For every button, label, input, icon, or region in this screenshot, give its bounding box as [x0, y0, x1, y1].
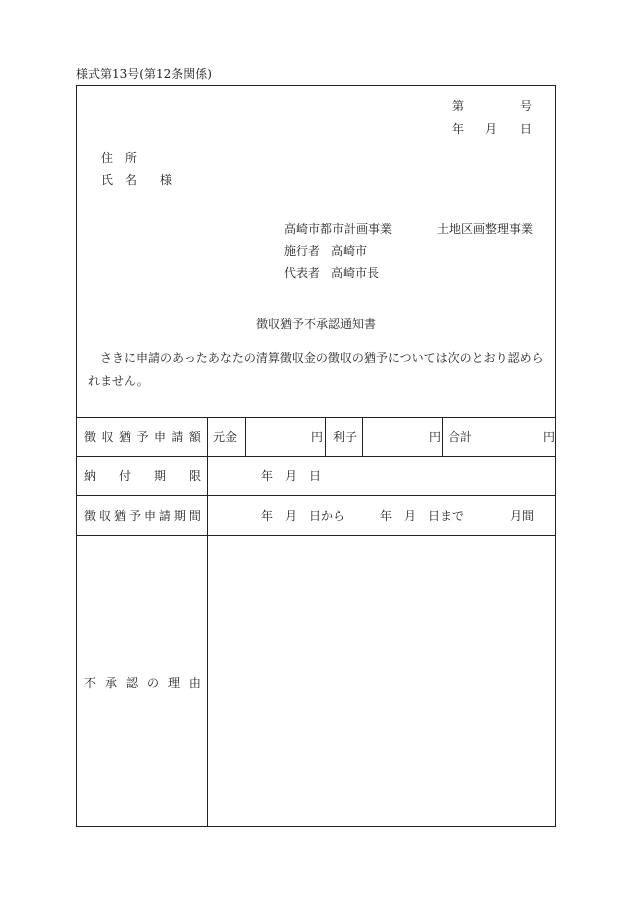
date-hi: 日: [520, 122, 533, 136]
address-label: 住 所: [101, 151, 138, 165]
name-label: 氏 名: [101, 173, 138, 187]
date-tsuki: 月: [485, 122, 498, 136]
deadline-row-label: 納 付 期 限: [84, 469, 201, 483]
row-divider: [76, 456, 556, 457]
row-divider: [76, 417, 556, 418]
label-column-divider: [207, 417, 208, 827]
period-from: 年 月 日から: [261, 509, 346, 523]
body-line-1: さきに申請のあったあなたの清算徴収金の徴収の猶予については次のとおり認めら: [100, 351, 544, 365]
principal-yen: 円: [311, 430, 324, 444]
issuer-representative-label: 代表者: [284, 266, 321, 280]
issuer-operator: 高崎市: [331, 244, 368, 258]
principal-label: 元金: [213, 430, 238, 444]
reason-content-area[interactable]: [209, 537, 554, 825]
row-divider: [76, 535, 556, 536]
issuer-operator-label: 施行者: [284, 244, 321, 258]
amount-cell-divider: [362, 417, 363, 456]
period-row-label: 徴 収 猶 予 申 請 期 間: [84, 509, 201, 523]
period-months: 月間: [510, 509, 535, 523]
amount-cell-divider: [245, 417, 246, 456]
total-yen: 円: [543, 430, 556, 444]
document-title: 徴収猶予不承認通知書: [256, 317, 377, 331]
deadline-date: 年 月 日: [261, 469, 322, 483]
issuer-project: 高崎市都市計画事業: [284, 222, 393, 236]
number-go: 号: [520, 99, 533, 113]
form-number: 様式第13号(第12条関係): [76, 67, 212, 81]
amount-row-label: 徴 収 猶 予 申 請 額: [84, 430, 201, 444]
number-dai: 第: [452, 99, 465, 113]
reason-row-label: 不 承 認 の 理 由: [84, 676, 201, 690]
date-nen: 年: [452, 122, 465, 136]
row-divider: [76, 495, 556, 496]
period-to: 年 月 日まで: [380, 509, 465, 523]
body-line-2: れません。: [88, 374, 149, 388]
total-label: 合計: [448, 430, 473, 444]
amount-cell-divider: [325, 417, 326, 456]
sama-label: 様: [160, 173, 173, 187]
interest-label: 利子: [333, 430, 358, 444]
amount-cell-divider: [442, 417, 443, 456]
interest-yen: 円: [429, 430, 442, 444]
issuer-project-type: 土地区画整理事業: [437, 222, 534, 236]
issuer-representative: 高崎市長: [331, 266, 380, 280]
